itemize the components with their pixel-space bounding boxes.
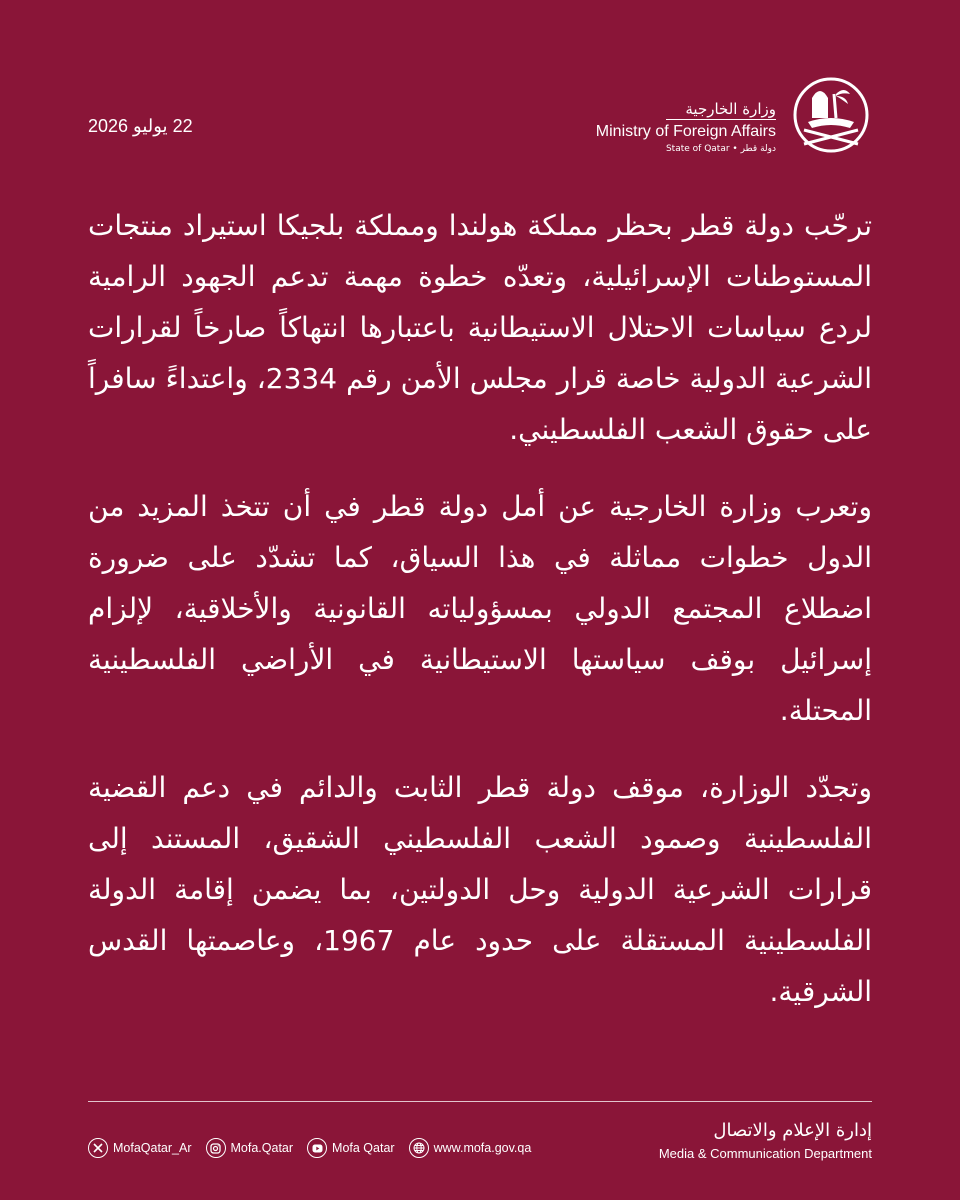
globe-icon [409, 1138, 429, 1158]
qatar-emblem-icon [790, 74, 872, 156]
statement-body [88, 200, 872, 1043]
logo-ministry-arabic: وزارة الخارجية [685, 100, 776, 118]
department-english: Media & Communication Department [658, 1146, 872, 1161]
social-instagram-label: Mofa.Qatar [230, 1141, 294, 1155]
social-website[interactable] [409, 1138, 532, 1158]
header [88, 70, 872, 170]
statement-paragraph-3: وتجدّد الوزارة، موقف دولة قطر الثابت والدائم في دعم القضية الفلسطينية وصمود الشعب الفلسطيني الشقيق، المستند إلى قرارات الشرعية الدولية وحل الدولتين، بما يضمن إقامة الدولة الفلسطينية المستقلة على حدود عام 1967، وعاصمتها القدس الشرقية. [88, 771, 872, 1008]
logo-state: State of Qatar • دولة قطر [665, 144, 776, 154]
x-icon [88, 1138, 108, 1158]
department-credit [659, 1118, 872, 1164]
social-x-label: MofaQatar_Ar [113, 1141, 192, 1155]
social-x[interactable] [88, 1138, 192, 1158]
instagram-icon [206, 1138, 226, 1158]
social-links [88, 1138, 545, 1158]
social-youtube[interactable] [307, 1138, 395, 1158]
social-youtube-label: Mofa Qatar [332, 1141, 395, 1155]
logo-divider [666, 119, 776, 120]
logo-ministry-english: Ministry of Foreign Affairs [595, 123, 776, 140]
ministry-logo [582, 70, 872, 160]
footer-divider [88, 1101, 872, 1102]
statement-paragraph-2: وتعرب وزارة الخارجية عن أمل دولة قطر في أن تتخذ المزيد من الدول خطوات مماثلة في هذا السياق، كما تشدّد على ضرورة اضطلاع المجتمع الدولي بمسؤولياته القانونية والأخلاقية، لإلزام إسرائيل بوقف سياستها الاستيطانية في الأراضي الفلسطينية المحتلة. [88, 490, 872, 727]
social-instagram[interactable] [206, 1138, 294, 1158]
release-date: 22 يوليو 2026 [88, 116, 193, 136]
department-arabic: إدارة الإعلام والاتصال [713, 1120, 872, 1141]
social-website-label: www.mofa.gov.qa [433, 1141, 532, 1155]
youtube-icon [307, 1138, 327, 1158]
statement-paragraph-1: ترحّب دولة قطر بحظر مملكة هولندا ومملكة بلجيكا استيراد منتجات المستوطنات الإسرائيلية، وتعدّه خطوة مهمة تدعم الجهود الرامية لردع سياسات الاحتلال الاستيطانية باعتبارها انتهاكاً صارخاً لقرارات الشرعية الدولية خاصة قرار مجلس الأمن رقم 2334، واعتداءً سافراً على حقوق الشعب الفلسطيني. [88, 209, 872, 446]
